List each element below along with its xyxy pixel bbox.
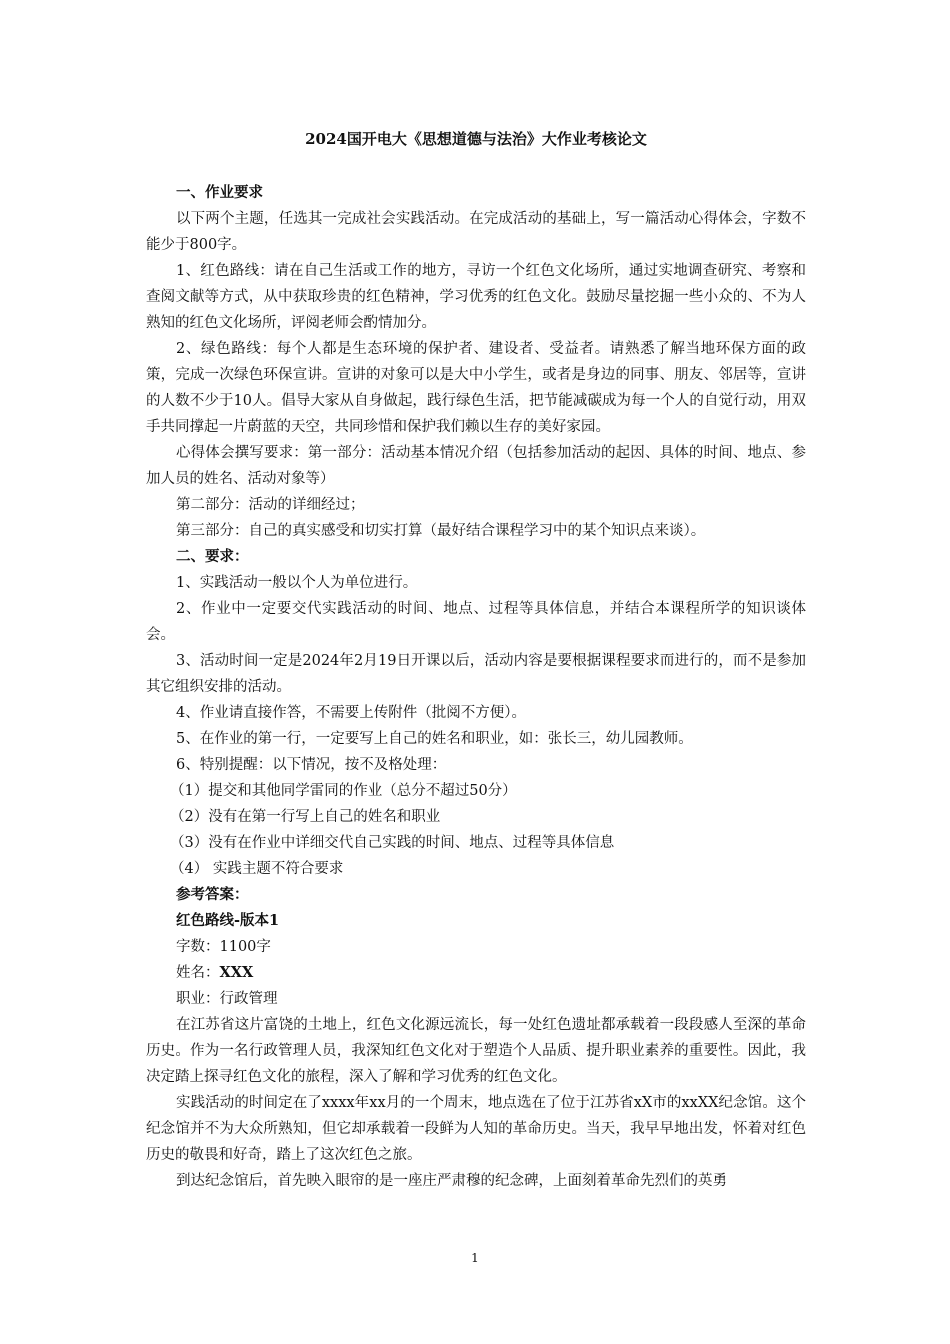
- answer-paragraph: 在江苏省这片富饶的土地上，红色文化源远流长，每一处红色遗址都承载着一段段感人至深的革命历史。作为一名行政管理人员，我深知红色文化对于塑造个人品质、提升职业素养的重要性。因此，我决定踏上探寻红色文化的旅程，深入了解和学习优秀的红色文化。: [146, 1017, 806, 1085]
- requirement-item: 6、特别提醒：以下情况，按不及格处理：: [176, 757, 447, 773]
- document-page: [146, 126, 806, 1194]
- answer-paragraph: 到达纪念馆后，首先映入眼帘的是一座庄严肃穆的纪念碑，上面刻着革命先烈们的英勇: [176, 1173, 727, 1189]
- requirement-item: 1、实践活动一般以个人为单位进行。: [176, 575, 418, 591]
- requirement-item: 3、活动时间一定是2024年2月19日开课以后，活动内容是要根据课程要求而进行的，而不是参加其它组织安排的活动。: [146, 653, 806, 695]
- penalty-item: （1）提交和其他同学雷同的作业（总分不超过50分）: [170, 783, 517, 799]
- red-route-paragraph: 1、红色路线：请在自己生活或工作的地方，寻访一个红色文化场所，通过实地调查研究、考察和查阅文献等方式，从中获取珍贵的红色精神，学习优秀的红色文化。鼓励尽量挖掘一些小众的、不为人熟知的红色文化场所，评阅老师会酌情加分。: [146, 263, 806, 331]
- document-title: 2024国开电大《思想道德与法治》大作业考核论文: [305, 130, 647, 148]
- section2-heading: 二、要求：: [176, 548, 249, 565]
- section1-heading: 一、作业要求: [176, 184, 263, 201]
- page-number: 1: [471, 1251, 479, 1265]
- penalty-item: （4） 实践主题不符合要求: [170, 861, 344, 877]
- requirement-item: 4、作业请直接作答，不需要上传附件（批阅不方便）。: [176, 705, 526, 721]
- requirement-item: 2、作业中一定要交代实践活动的时间、地点、过程等具体信息，并结合本课程所学的知识谈体会。: [146, 601, 806, 643]
- section1-intro: 以下两个主题，任选其一完成社会实践活动。在完成活动的基础上，写一篇活动心得体会，字数不能少于800字。: [146, 211, 806, 253]
- name-label: 姓名：: [176, 965, 220, 981]
- part3-line: 第三部分：自己的真实感受和切实打算（最好结合课程学习中的某个知识点来谈）。: [176, 523, 706, 539]
- penalty-item: （3）没有在作业中详细交代自己实践的时间、地点、过程等具体信息: [170, 835, 615, 851]
- requirement-item: 5、在作业的第一行，一定要写上自己的姓名和职业，如：张长三，幼儿园教师。: [176, 731, 693, 747]
- part2-line: 第二部分：活动的详细经过；: [176, 497, 365, 513]
- writing-requirement-paragraph: 心得体会撰写要求：第一部分：活动基本情况介绍（包括参加活动的起因、具体的时间、地点、参加人员的姓名、活动对象等）: [146, 445, 806, 487]
- job-line: 职业：行政管理: [176, 991, 278, 1007]
- penalty-item: （2）没有在第一行写上自己的姓名和职业: [170, 809, 441, 825]
- answer-paragraph: 实践活动的时间定在了xxxx年xx月的一个周末，地点选在了位于江苏省xX市的xxXX纪念馆。这个纪念馆并不为大众所熟知，但它却承载着一段鲜为人知的革命历史。当天，我早早地出发，怀着对红色历史的敬畏和好奇，踏上了这次红色之旅。: [146, 1095, 806, 1163]
- word-count: 字数：1100字: [176, 939, 271, 955]
- answer-heading: 参考答案：: [176, 886, 249, 903]
- green-route-paragraph: 2、绿色路线：每个人都是生态环境的保护者、建设者、受益者。请熟悉了解当地环保方面的政策，完成一次绿色环保宣讲。宣讲的对象可以是大中小学生，或者是身边的同事、朋友、邻居等，宣讲的人数不少于10人。倡导大家从自身做起，践行绿色生活，把节能减碳成为每一个人的自觉行动，用双手共同撑起一片蔚蓝的天空，共同珍惜和保护我们赖以生存的美好家园。: [146, 341, 806, 435]
- name-line: [146, 960, 806, 986]
- name-value: XXX: [219, 964, 254, 981]
- answer-version: 红色路线-版本1: [176, 912, 280, 929]
